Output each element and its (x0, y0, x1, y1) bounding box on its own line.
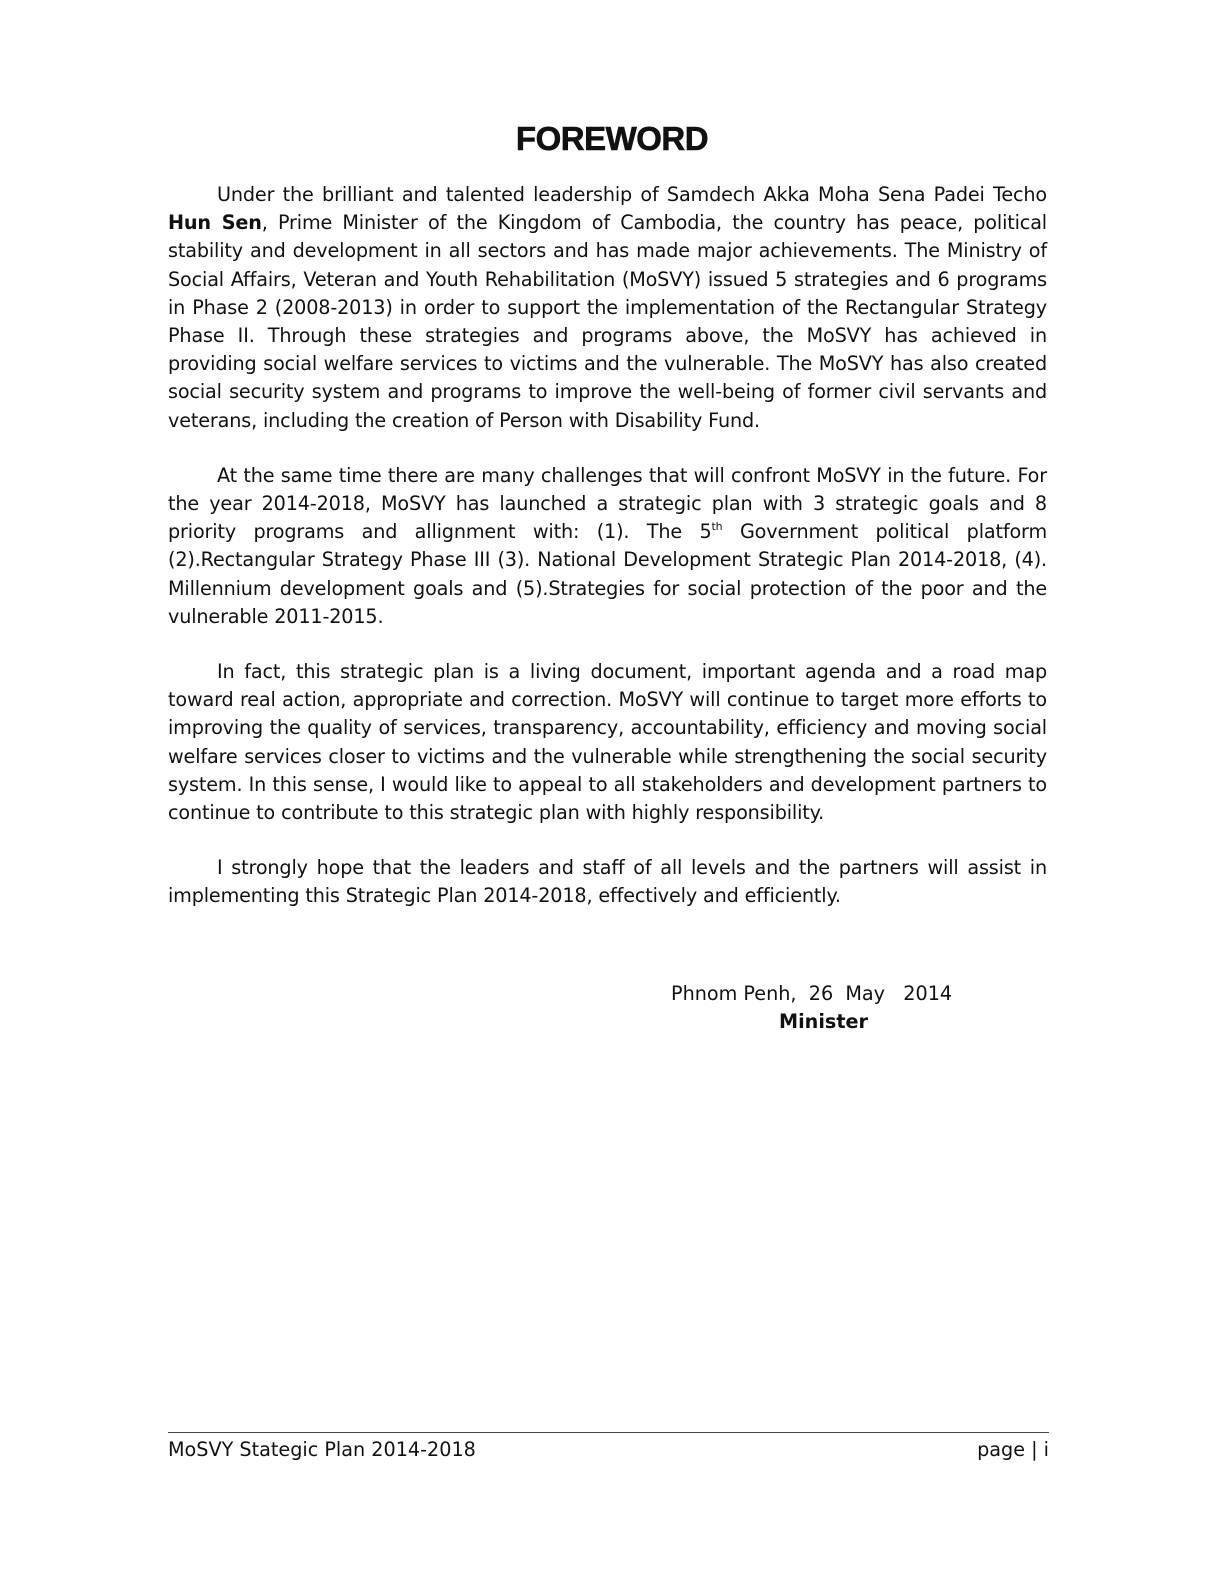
page-footer (168, 1436, 1049, 1464)
footer-divider (168, 1432, 1049, 1433)
paragraph-1-text-end: , Prime Minister of the Kingdom of Cambodia, the country has peace, political stability and development in all sectors and has made major achievements. The Ministry of Social Affairs, Veteran and Youth Rehabilitation (MoSVY) issued 5 strategies and 6 programs in Phase 2 (2008-2013) in order to support the implementation of the Rectangular Strategy Phase II. Through these strategies and programs above, the MoSVY has achieved in providing social welfare services to victims and the vulnerable. The MoSVY has also created social security system and programs to improve the well-being of former civil servants and veterans, including the creation of Person with Disability Fund. (168, 211, 1047, 432)
page-title: FOREWORD (515, 120, 709, 157)
signature-role: Minister (779, 1010, 868, 1033)
foreword-body (168, 181, 1047, 911)
paragraph-2-text-end: Government political platform (2).Rectangular Strategy Phase III (3). National Development Strategic Plan 2014-2018, (4). Millennium development goals and (5).Strategies for social protection of the poor and the vulnerable 2011-2015. (168, 520, 1047, 628)
footer-page-number: page | i (977, 1438, 1049, 1461)
paragraph-1 (168, 181, 1047, 435)
paragraph-4: I strongly hope that the leaders and staff of all levels and the partners will assist in implementing this Strategic Plan 2014-2018, effectively and efficiently. (168, 856, 1047, 908)
paragraph-2 (168, 462, 1047, 631)
signature-place-date: Phnom Penh, 26 May 2014 (671, 982, 953, 1005)
signature-block (671, 980, 991, 1036)
paragraph-1-text-start: Under the brilliant and talented leadership of Samdech Akka Moha Sena Padei Techo (217, 183, 1047, 206)
paragraph-3: In fact, this strategic plan is a living document, important agenda and a road map toward real action, appropriate and correction. MoSVY will continue to target more efforts to improving the quality of services, transparency, accountability, efficiency and moving social welfare services closer to victims and the vulnerable while strengthening the social security system. In this sense, I would like to appeal to all stakeholders and development partners to continue to contribute to this strategic plan with highly responsibility. (168, 660, 1047, 825)
paragraph-2-superscript: th (711, 520, 723, 534)
footer-document-title: MoSVY Stategic Plan 2014-2018 (168, 1438, 476, 1461)
paragraph-1-bold-name: Hun Sen (168, 211, 262, 235)
paragraph-2-text-start: At the same time there are many challenges that will confront MoSVY in the future. For the year 2014-2018, MoSVY has launched a strategic plan with 3 strategic goals and 8 priority programs and allignment with: (1). The 5 (168, 463, 1047, 544)
